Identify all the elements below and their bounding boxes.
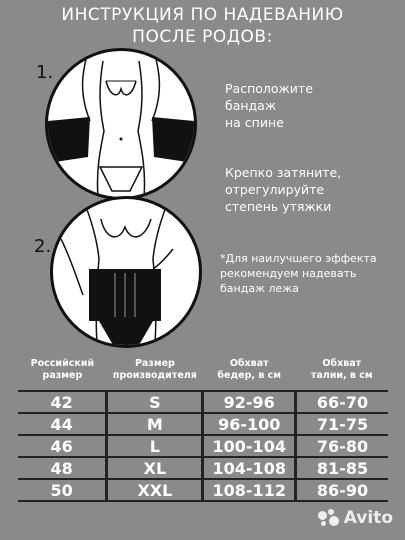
step-1-text-2	[225, 164, 341, 215]
watermark-text: Avito	[343, 508, 393, 528]
avito-watermark	[318, 508, 393, 528]
step-1-text-line: отрегулируйте	[225, 182, 325, 197]
step-1-text-line: степень утяжки	[225, 199, 332, 214]
step-1-text-line: Крепко затяните,	[225, 165, 342, 180]
table-cell: 92-96	[203, 391, 296, 413]
avito-dots-icon	[318, 509, 340, 527]
table-cell: 96-100	[203, 413, 296, 435]
step-2-number: 2.	[34, 236, 52, 257]
table-header-row	[18, 358, 388, 391]
table-cell: 86-90	[295, 479, 388, 501]
table-row	[18, 391, 388, 413]
table-cell: 81-85	[295, 457, 388, 479]
step-2-note	[220, 251, 377, 296]
table-cell: 66-70	[295, 391, 388, 413]
step-1-number: 1.	[36, 62, 54, 83]
table-cell: 104-108	[203, 457, 296, 479]
table-cell: M	[107, 413, 203, 435]
table-cell: 42	[18, 391, 107, 413]
table-cell: 48	[18, 457, 107, 479]
header-manufacturer-size: Размер производителя	[112, 358, 197, 381]
table-cell: L	[107, 435, 203, 457]
title-line-2: ПОСЛЕ РОДОВ:	[132, 27, 273, 47]
table-cell: S	[107, 391, 203, 413]
table-cell: 46	[18, 435, 107, 457]
table-cell: XL	[107, 457, 203, 479]
step-1-illustration	[45, 48, 197, 200]
page-title	[0, 4, 405, 48]
table-cell: 108-112	[203, 479, 296, 501]
table-cell: 44	[18, 413, 107, 435]
table-cell: 76-80	[295, 435, 388, 457]
header-waist-girth: Обхват талии, в см	[310, 358, 373, 381]
step-2-illustration	[50, 196, 202, 348]
table-cell: XXL	[107, 479, 203, 501]
table-row	[18, 435, 388, 457]
step-1-text-line: на спине	[225, 115, 284, 130]
step-1-text-line: Расположите	[225, 81, 313, 96]
table-row	[18, 479, 388, 501]
table-cell: 100-104	[203, 435, 296, 457]
table-cell: 71-75	[295, 413, 388, 435]
woman-back-bandage-icon	[48, 51, 194, 197]
header-hip-girth: Обхват бедер, в см	[217, 358, 282, 381]
table-row	[18, 413, 388, 435]
header-russian-size: Российский размер	[30, 358, 95, 381]
table-row	[18, 457, 388, 479]
step-1-text	[225, 80, 313, 131]
step-2-note-line: рекомендуем надевать	[220, 267, 357, 280]
woman-front-bandage-icon	[53, 199, 199, 345]
step-2-note-line: бандаж лежа	[220, 282, 299, 295]
step-1-text-line: бандаж	[225, 98, 277, 113]
step-2-note-line: *Для наилучшего эффекта	[220, 252, 377, 265]
table-cell: 50	[18, 479, 107, 501]
title-line-1: ИНСТРУКЦИЯ ПО НАДЕВАНИЮ	[61, 5, 344, 25]
size-table	[18, 358, 388, 502]
